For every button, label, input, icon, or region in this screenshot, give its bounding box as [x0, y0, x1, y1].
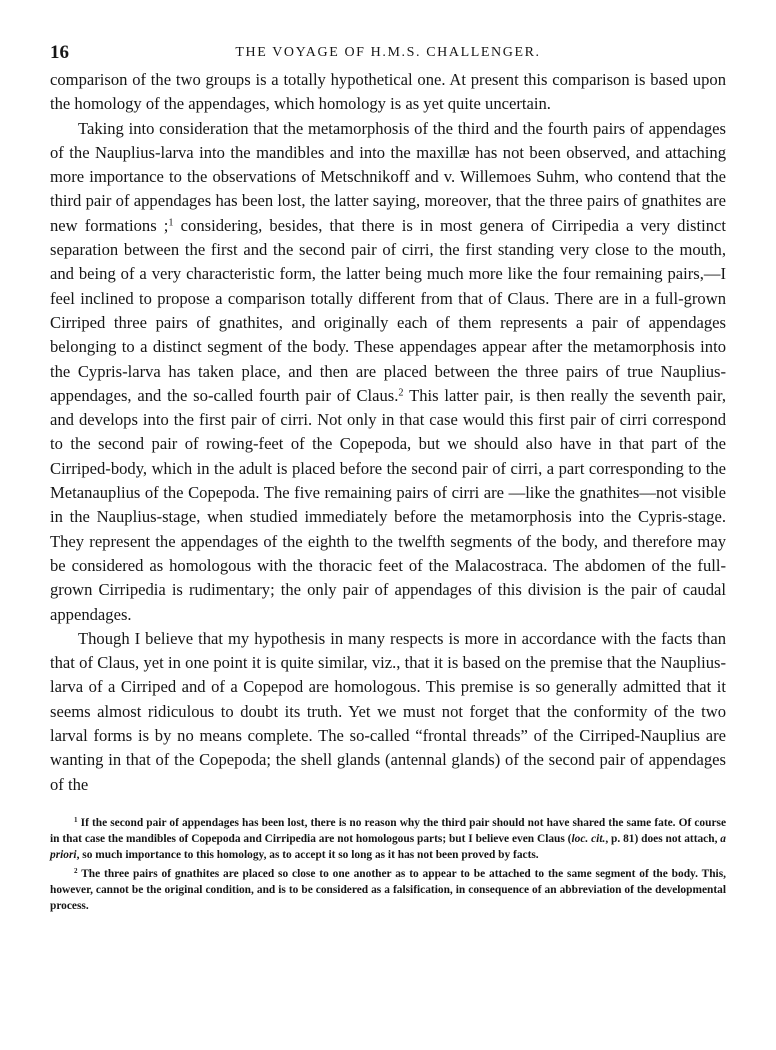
- footnote-ref-2: 2: [398, 387, 404, 399]
- footnote-1-mark: 1: [74, 816, 78, 825]
- footnote-2-text: The three pairs of gnathites are placed so close to one another as to appear to be attached to the same segment of the body. This, however, cannot be the original condition, and is to be considered as a falsification, in consequence of an abbreviation of the developmental process.: [50, 867, 726, 912]
- body-text: [50, 68, 726, 797]
- paragraph-2: [50, 117, 726, 627]
- footnote-2-mark: 2: [74, 866, 78, 875]
- footnotes: [50, 815, 726, 914]
- paragraph-1: [50, 68, 726, 117]
- footnote-1-text-a: If the second pair of appendages has been lost, there is no reason why the third pair should not have shared the same fate. Of course in that case the mandibles of Copepoda and Cirripedia are not homologous parts; but I believe even Claus (: [50, 816, 726, 846]
- footnote-2: [50, 866, 726, 915]
- page-header: [50, 42, 726, 68]
- paragraph-2-text-b: considering, besides, that there is in most genera of Cirripedia a very distinct separation between the first and the second pair of cirri, the first standing very close to the mouth, and being of a very characteristic form, the latter being much more like the four remaining pairs,—I feel inclined to propose a comparison totally different from that of Claus. There are in a full-grown Cirriped three pairs of gnathites, and originally each of them represents a pair of appendages belonging to a distinct segment of the body. These appendages appear after the metamorphosis into the Cypris-larva has taken place, and then are placed between the three pairs of true Nauplius-appendages, and the so-called fourth pair of Claus.: [50, 215, 727, 405]
- footnote-1-text-b: , p. 81) does not attach,: [605, 833, 721, 846]
- footnote-1-a-priori: a priori: [50, 833, 726, 862]
- paragraph-2-text-c: This latter pair, is then really the seventh pair, and develops into the first pair of cirri. Not only in that case would this first pair of cirri correspond to the second pair of rowing-feet of the Copepoda, but we should also have in that part of the Cirriped-body, which in the adult is placed before the second pair of cirri, a part corresponding to the Metanauplius of the Copepoda. The five remaining pairs of cirri are —like the gnathites—not visible in the Nauplius-stage, when studied immediately before the metamorphosis into the Cypris-stage. They represent the appendages of the eighth to the twelfth segments of the body, and therefore may be considered as homologous with the thoracic feet of the Malacostraca. The abdomen of the full-grown Cirripedia is rudimentary; the only pair of appendages of this division is the pair of caudal appendages.: [50, 385, 727, 624]
- paragraph-2-text-a: Taking into consideration that the metamorphosis of the third and the fourth pairs of appendages of the Nauplius-larva into the mandibles and into the maxillæ has not been observed, and attaching more importance to the observations of Metschnikoff and v. Willemoes Suhm, who contend that the third pair of appendages has been lost, the latter saying, moreover, that the three pairs of gnathites are new formations ;: [50, 118, 726, 235]
- running-title: THE VOYAGE OF H.M.S. CHALLENGER.: [235, 45, 541, 60]
- paragraph-3-text: Though I believe that my hypothesis in many respects is more in accordance with the facts than that of Claus, yet in one point it is quite similar, viz., that it is based on the premise that the Nauplius-larva of a Cirriped and of a Copepod are homologous. This premise is so generally admitted that it seems almost ridiculous to doubt its truth. Yet we must not forget that the conformity of the two larval forms is by no means complete. The so-called “frontal threads” of the Cirriped-Nauplius are wanting in that of the Copepoda; the shell glands (antennal glands) of the second pair of appendages of the: [50, 628, 726, 794]
- paragraph-3: [50, 627, 726, 797]
- footnote-1-text-c: , so much importance to this homology, as to accept it so long as it has not been proved by facts.: [76, 849, 539, 862]
- page-number: 16: [50, 42, 69, 63]
- page: [50, 42, 726, 914]
- footnote-1-citation: loc. cit.: [571, 833, 606, 846]
- footnote-1: [50, 815, 726, 864]
- paragraph-1-text: comparison of the two groups is a totally hypothetical one. At present this comparison is based upon the homology of the appendages, which homology is as yet quite uncertain.: [50, 70, 726, 114]
- footnote-ref-1: 1: [168, 217, 174, 229]
